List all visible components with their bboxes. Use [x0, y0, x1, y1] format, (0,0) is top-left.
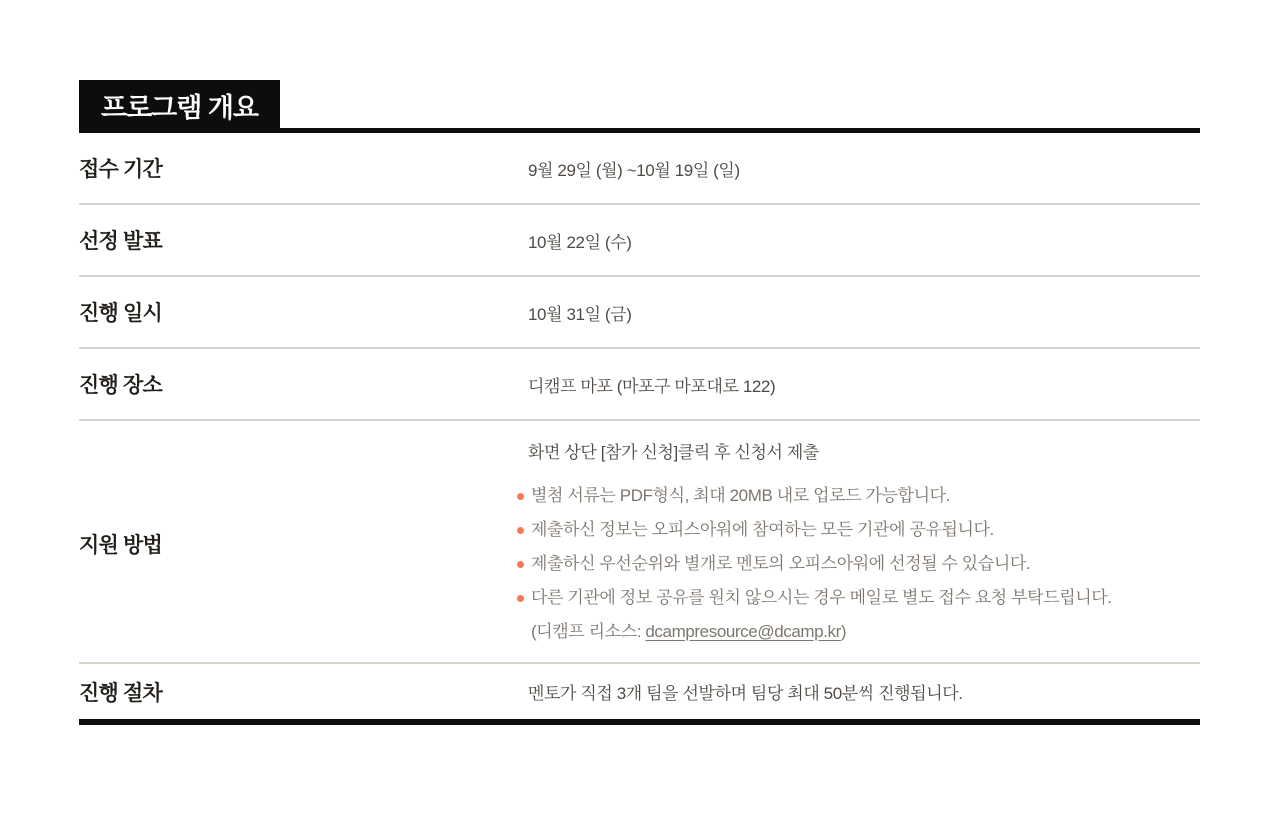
list-item: 별첨 서류는 PDF형식, 최대 20MB 내로 업로드 가능합니다. [517, 479, 1200, 513]
row-value [528, 439, 1200, 649]
program-info-table [79, 133, 1200, 725]
list-item: 제출하신 우선순위와 별개로 멘토의 오피스아워에 선정될 수 있습니다. [517, 547, 1200, 581]
section-title-badge [79, 80, 280, 133]
table-row-venue [79, 349, 1200, 421]
email-link[interactable]: dcampresource@dcamp.kr [645, 622, 841, 641]
note-prefix: (디캠프 리소스: [531, 622, 646, 641]
apply-note [531, 615, 1200, 649]
apply-bullet-list [517, 479, 1200, 615]
row-label: 접수 기간 [79, 158, 162, 181]
row-label: 지원 방법 [79, 534, 162, 557]
row-label: 진행 일시 [79, 302, 162, 325]
apply-headline: 화면 상단 [참가 신청]클릭 후 신청서 제출 [528, 443, 819, 462]
section-header [79, 80, 1200, 133]
row-label: 선정 발표 [79, 230, 162, 253]
list-item: 다른 기관에 정보 공유를 원치 않으시는 경우 메일로 별도 접수 요청 부탁드립니다. [517, 581, 1200, 615]
note-suffix: ) [840, 622, 847, 641]
table-row-selection-announcement [79, 205, 1200, 277]
table-row-event-date [79, 277, 1200, 349]
row-label: 진행 절차 [79, 681, 162, 705]
row-value: 디캠프 마포 (마포구 마포대로 122) [528, 376, 776, 396]
row-label: 진행 장소 [79, 374, 162, 397]
row-value: 10월 22일 (수) [528, 232, 632, 252]
row-value: 10월 31일 (금) [528, 304, 632, 324]
table-row-application-period [79, 133, 1200, 205]
row-value: 9월 29일 (월) ~10월 19일 (일) [528, 160, 740, 180]
list-item: 제출하신 정보는 오피스아워에 참여하는 모든 기관에 공유됩니다. [517, 513, 1200, 547]
section-title: 프로그램 개요 [101, 93, 258, 123]
table-row-how-to-apply [79, 421, 1200, 664]
program-overview-section [79, 80, 1200, 725]
table-row-process [79, 664, 1200, 725]
row-value: 멘토가 직접 3개 팀을 선발하며 팀당 최대 50분씩 진행됩니다. [528, 684, 963, 703]
